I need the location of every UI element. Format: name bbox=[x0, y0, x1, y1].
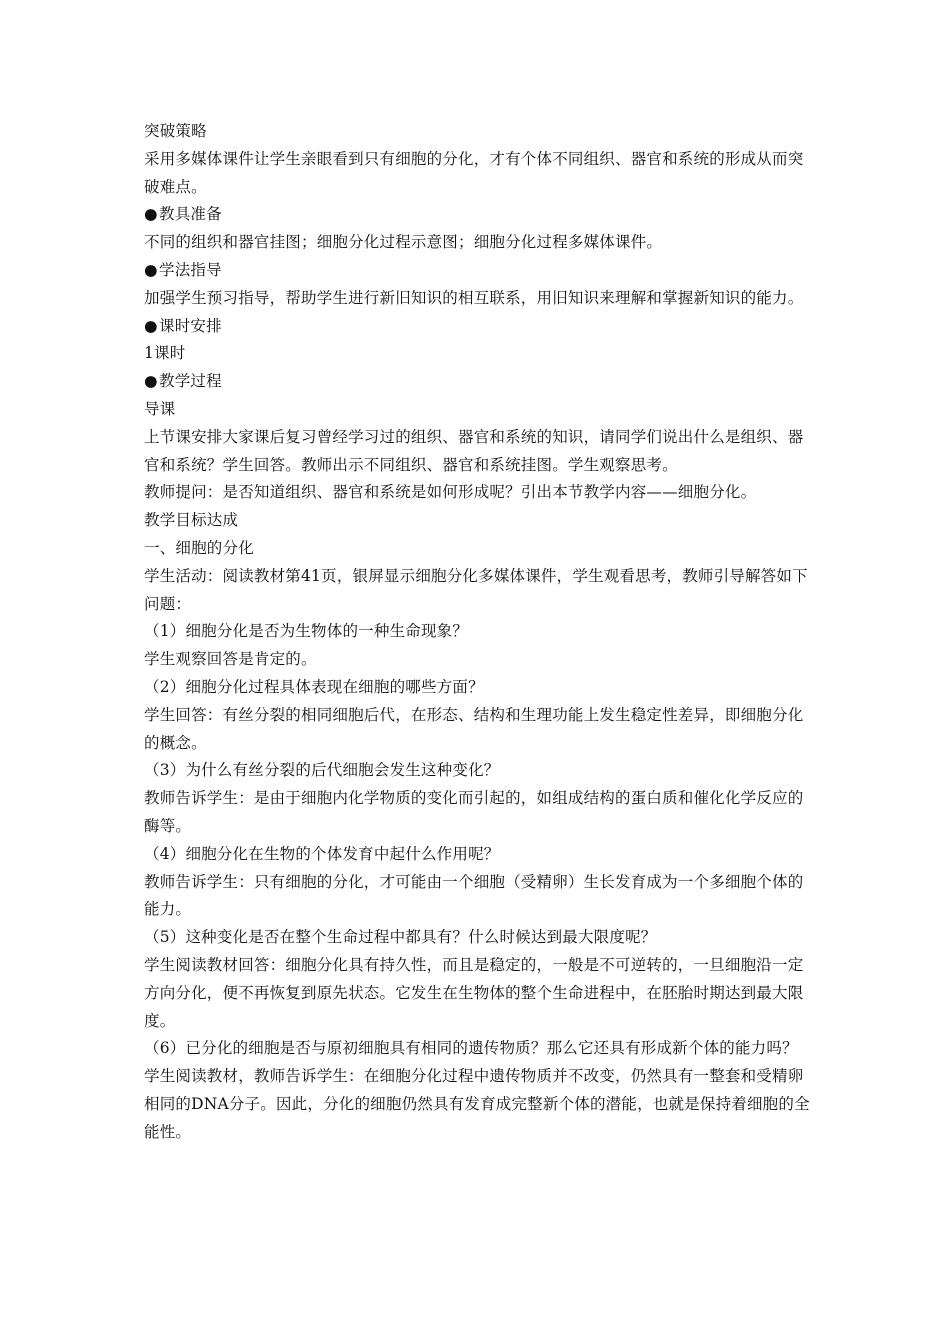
bullet-icon: ● bbox=[144, 372, 158, 391]
answer-2: 学生回答：有丝分裂的相同细胞后代，在形态、结构和生理功能上发生稳定性差异，即细胞分化的概念。 bbox=[144, 705, 804, 752]
question-1: （1）细胞分化是否为生物体的一种生命现象？ bbox=[144, 622, 469, 641]
section-heading-teaching-aids bbox=[144, 201, 814, 229]
question-3: （3）为什么有丝分裂的后代细胞会发生这种变化？ bbox=[144, 761, 500, 780]
section-heading-label: 教学过程 bbox=[159, 372, 222, 391]
paragraph-goals-title: 教学目标达成 bbox=[144, 511, 239, 530]
answer-5: 学生阅读教材回答：细胞分化具有持久性，而且是稳定的，一般是不可逆转的，一旦细胞沿一定方向分化，便不再恢复到原先状态。它发生在生物体的整个生命进程中，在胚胎时期达到最大限度。 bbox=[144, 955, 804, 1030]
paragraph-schedule: 1课时 bbox=[144, 344, 186, 363]
answer-3: 教师告诉学生：是由于细胞内化学物质的变化而引起的，如组成结构的蛋白质和催化化学反应的酶等。 bbox=[144, 789, 804, 835]
paragraph-teacher-question: 教师提问：是否知道组织、器官和系统是如何形成呢？引出本节教学内容——细胞分化。 bbox=[144, 483, 757, 502]
document-page bbox=[144, 118, 814, 1146]
section-heading-label: 课时安排 bbox=[159, 316, 222, 335]
paragraph-breakthrough-strategy: 采用多媒体课件让学生亲眼看到只有细胞的分化，才有个体不同组织、器官和系统的形成从而突破难点。 bbox=[144, 149, 804, 196]
paragraph-lesson-intro-title: 导课 bbox=[144, 399, 176, 418]
bullet-icon: ● bbox=[144, 316, 158, 335]
paragraph-student-activity: 学生活动：阅读教材第41页，银屏显示细胞分化多媒体课件，学生观看思考，教师引导解答如下问题： bbox=[144, 566, 808, 613]
section-heading-study-method bbox=[144, 257, 814, 285]
section-heading-label: 教具准备 bbox=[159, 205, 222, 224]
answer-6: 学生阅读教材，教师告诉学生：在细胞分化过程中遗传物质并不改变，仍然具有一整套和受精卵相同的DNA分子。因此，分化的细胞仍然具有发育成完整新个体的潜能，也就是保持着细胞的全能性。 bbox=[144, 1067, 810, 1141]
paragraph-lesson-intro: 上节课安排大家课后复习曾经学习过的组织、器官和系统的知识，请同学们说出什么是组织、器官和系统？学生回答。教师出示不同组织、器官和系统挂图。学生观察思考。 bbox=[144, 427, 804, 474]
question-5: （5）这种变化是否在整个生命过程中都具有？什么时候达到最大限度呢？ bbox=[144, 928, 657, 947]
bullet-icon: ● bbox=[144, 205, 158, 224]
section-heading-teaching-process bbox=[144, 368, 814, 396]
question-6: （6）已分化的细胞是否与原初细胞具有相同的遗传物质？那么它还具有形成新个体的能力吗？ bbox=[144, 1039, 798, 1058]
question-4: （4）细胞分化在生物的个体发育中起什么作用呢？ bbox=[144, 844, 500, 863]
answer-1: 学生观察回答是肯定的。 bbox=[144, 650, 317, 669]
paragraph-teaching-aids: 不同的组织和器官挂图；细胞分化过程示意图；细胞分化过程多媒体课件。 bbox=[144, 233, 663, 252]
answer-4: 教师告诉学生：只有细胞的分化，才可能由一个细胞（受精卵）生长发育成为一个多细胞个体的能力。 bbox=[144, 872, 804, 919]
question-2: （2）细胞分化过程具体表现在细胞的哪些方面？ bbox=[144, 677, 484, 696]
bullet-icon: ● bbox=[144, 260, 158, 279]
paragraph-breakthrough-strategy-title: 突破策略 bbox=[144, 122, 207, 140]
paragraph-cell-differentiation-title: 一、细胞的分化 bbox=[144, 538, 254, 557]
section-heading-schedule bbox=[144, 313, 814, 341]
section-heading-label: 学法指导 bbox=[159, 260, 222, 279]
paragraph-study-method: 加强学生预习指导，帮助学生进行新旧知识的相互联系，用旧知识来理解和掌握新知识的能力。 bbox=[144, 288, 804, 307]
